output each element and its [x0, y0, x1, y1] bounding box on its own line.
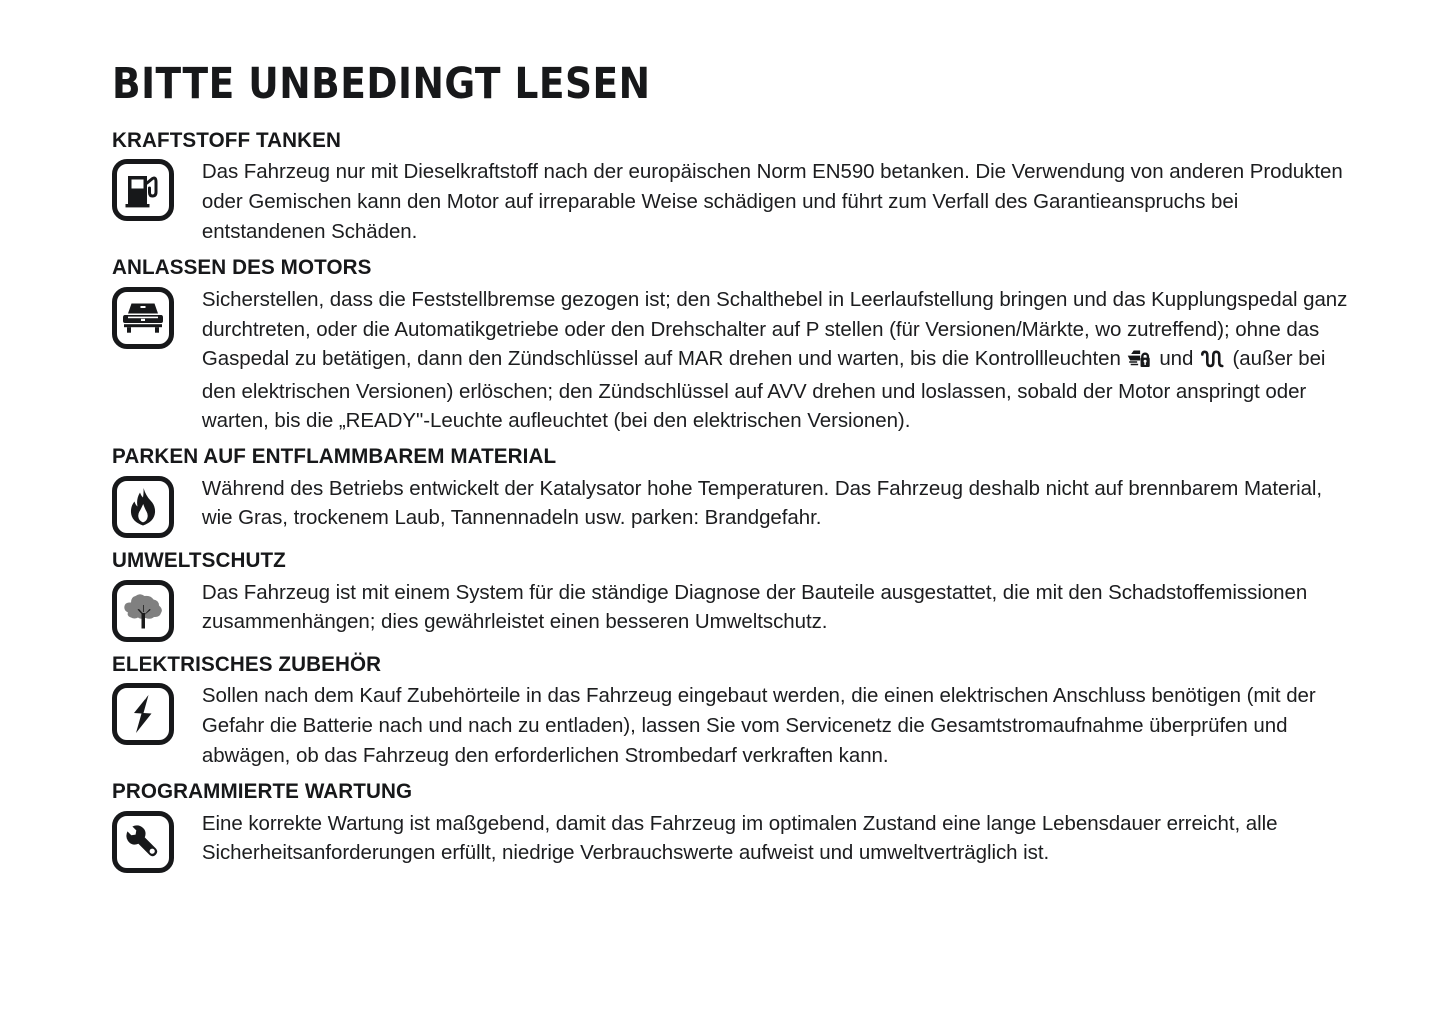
section-fuel [112, 128, 1357, 247]
tree-icon [112, 580, 174, 642]
section-title-engine-start: ANLASSEN DES MOTORS [112, 255, 372, 280]
section-body-environment [112, 578, 1357, 642]
paragraph: Während des Betriebs entwickelt der Katalysator hohe Temperaturen. Das Fahrzeug deshalb nicht auf brennbarem Material, wie Gras, trockenem Laub, Tannennadeln usw. parken: Brandgefahr. [201, 476, 1323, 530]
section-text-fuel [174, 157, 1351, 246]
page-title: BITTE UNBEDINGT LESEN [112, 59, 651, 109]
section-text-flammable-parking [174, 474, 1351, 533]
paragraph: Sollen nach dem Kauf Zubehörteile in das Fahrzeug eingebaut werden, die einen elektrischen Anschluss benötigen (mit der Gefahr die Batterie nach und nach zu entladen), lassen Sie vom Servicenetz die Gesamtstromaufnahme überprüfen und abwägen, ob das Fahrzeug den erforderlichen Strombedarf verkraften kann. [201, 684, 1316, 767]
section-title-environment: UMWELTSCHUTZ [112, 547, 286, 572]
paragraph [202, 285, 1351, 436]
section-text-environment [174, 578, 1351, 637]
section-body-fuel [112, 157, 1357, 246]
section-text-engine-start [174, 285, 1351, 436]
section-title-flammable-parking: PARKEN AUF ENTFLAMMBAREM MATERIAL [112, 443, 557, 468]
glow-plug-preheat-icon [1200, 347, 1226, 377]
paragraph-part-2: und [1159, 347, 1200, 371]
section-flammable-parking [112, 444, 1357, 538]
section-text-scheduled-maintenance [174, 809, 1351, 868]
section-body-flammable-parking [112, 474, 1357, 538]
section-title-fuel: KRAFTSTOFF TANKEN [112, 127, 342, 152]
section-scheduled-maintenance [112, 779, 1357, 873]
fuel-pump-icon [112, 159, 174, 221]
section-engine-start [112, 255, 1357, 436]
section-text-electrical-accessories [174, 681, 1351, 770]
wrench-icon [112, 811, 174, 873]
car-front-icon [112, 287, 174, 349]
paragraph: Das Fahrzeug nur mit Dieselkraftstoff nach der europäischen Norm EN590 betanken. Die Verwendung von anderen Produkten oder Gemischen kann den Motor auf irreparable Weise schädigen und führt zum Verfall des Garantieanspruchs bei entstandenen Schäden. [201, 160, 1343, 243]
paragraph: Eine korrekte Wartung ist maßgebend, damit das Fahrzeug im optimalen Zustand eine lange Lebensdauer erreicht, alle Sicherheitsanforderungen erfüllt, niedrige Verbrauchswerte aufweist und umweltverträglich ist. [201, 811, 1278, 865]
paragraph-part-3: (außer bei den elektrischen Versionen) erlöschen; den Zündschlüssel auf AVV drehen und loslassen, sobald der Motor anspringt oder warten, bis die „READY"-Leuchte aufleuchtet (bei den elektrischen Versionen). [201, 347, 1326, 433]
paragraph-part-1: Sicherstellen, dass die Feststellbremse gezogen ist; den Schalthebel in Leerlaufstellung bringen und das Kupplungspedal ganz durchtreten, oder die Automatikgetriebe oder den Drehschalter auf P stellen (für Versionen/Märkte, wo zutreffend); ohne das Gaspedal zu betätigen, dann den Zündschlüssel auf MAR drehen und warten, bis die Kontrollleuchten [201, 287, 1348, 371]
section-title-scheduled-maintenance: PROGRAMMIERTE WARTUNG [112, 779, 413, 804]
section-body-electrical-accessories [112, 681, 1357, 770]
immobilizer-car-lock-icon [1127, 347, 1158, 377]
paragraph: Das Fahrzeug ist mit einem System für die ständige Diagnose der Bauteile ausgestattet, die mit den Schadstoffemissionen zusammenhängen; dies gewährleistet einen besseren Umweltschutz. [201, 580, 1308, 634]
section-electrical-accessories [112, 652, 1357, 771]
section-environment [112, 548, 1357, 642]
lightning-bolt-icon [112, 683, 174, 745]
flame-icon [112, 476, 174, 538]
section-body-engine-start [112, 285, 1357, 436]
section-body-scheduled-maintenance [112, 809, 1357, 873]
section-title-electrical-accessories: ELEKTRISCHES ZUBEHÖR [112, 651, 382, 676]
